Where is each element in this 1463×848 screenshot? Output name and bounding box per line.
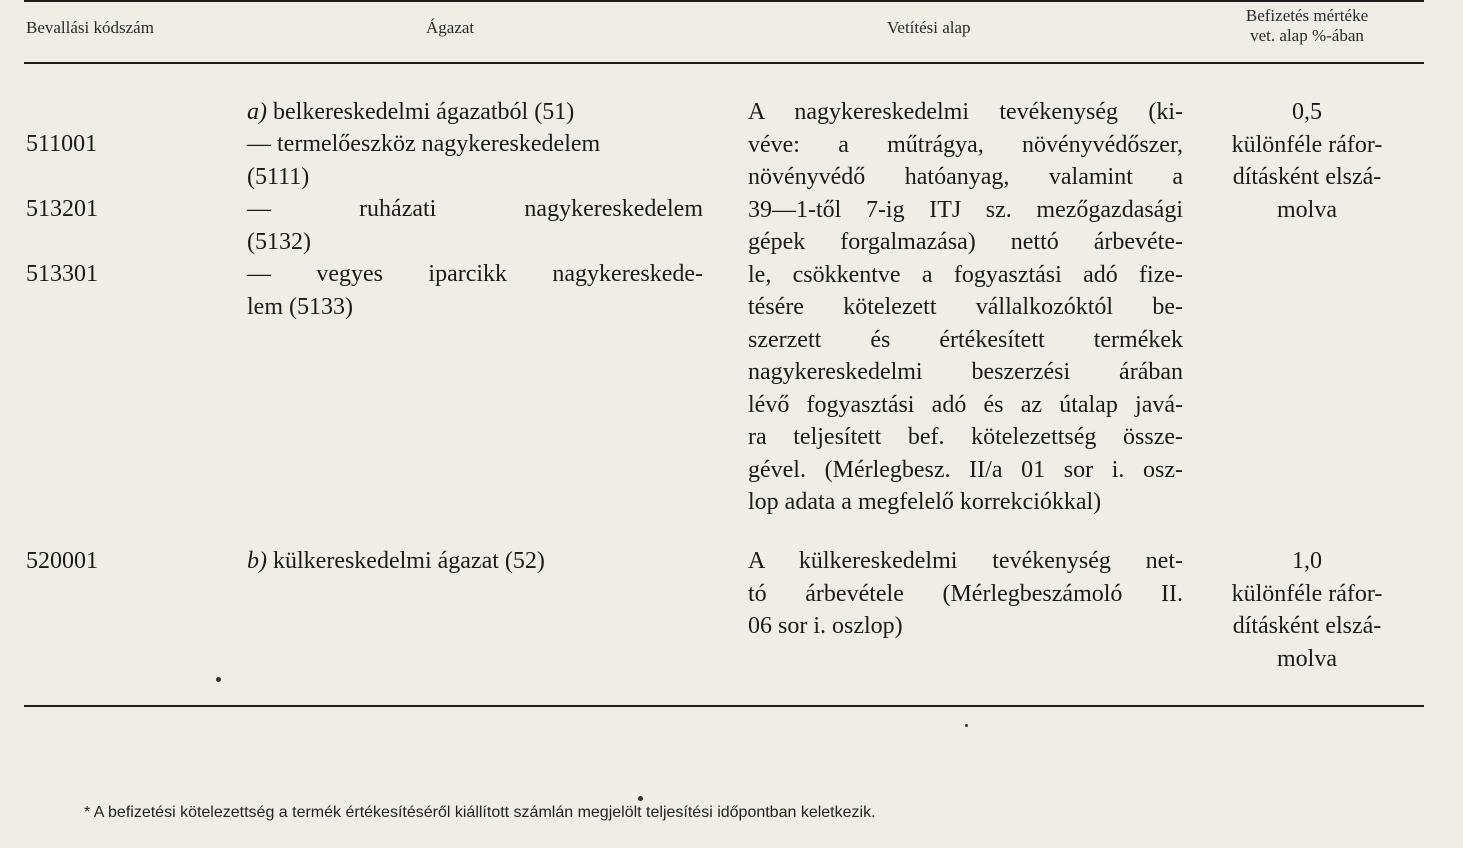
section-a-sector-list — [247, 128, 703, 323]
base-line: A nagykereskedelmi tevékenység (ki- — [748, 99, 1183, 125]
table-top-rule — [24, 0, 1424, 2]
footnote: * A befizetési kötelezettség a termék értékesítéséről kiállított számlán megjelölt teljesítési időpontban keletkezik. — [84, 804, 876, 821]
header-code: Bevallási kódszám — [26, 18, 154, 37]
sector-line: — ruházati nagykereskedelem — [247, 196, 703, 222]
rate-note-line: különféle ráfor- — [1231, 580, 1383, 607]
header-rate-line2: vet. alap %-ában — [1250, 26, 1364, 45]
section-a-rate — [1210, 96, 1404, 226]
base-line: gével. (Mérlegbesz. II/a 01 sor i. osz- — [748, 456, 1183, 483]
rate-value: 1,0 — [1292, 548, 1322, 574]
section-a-title — [247, 96, 703, 129]
section-a-title-text: belkereskedelmi ágazatból (51) — [273, 99, 575, 125]
code-513201: 513201 — [26, 196, 98, 222]
header-rule — [24, 62, 1424, 64]
header-base: Vetítési alap — [887, 18, 971, 37]
section-b-prefix: b) — [247, 548, 267, 574]
print-speck — [638, 796, 643, 801]
base-line: tésére kötelezett vállalkozóktól be- — [748, 294, 1183, 320]
section-a-prefix: a) — [247, 99, 267, 125]
section-a-base — [748, 96, 1183, 519]
base-line: 39—1-től 7-ig ITJ sz. mezőgazdasági — [748, 196, 1183, 223]
code-513301: 513301 — [26, 261, 98, 287]
sector-line: (5132) — [247, 228, 311, 255]
rate-note-line: molva — [1277, 196, 1337, 223]
base-line: 06 sor i. oszlop) — [748, 613, 903, 639]
base-line: véve: a műtrágya, növényvédőszer, — [748, 131, 1183, 158]
rate-note-line: dításként elszá- — [1232, 613, 1382, 639]
section-b-title — [247, 545, 703, 578]
rate-value: 0,5 — [1292, 99, 1322, 125]
rate-note-line: dításként elszá- — [1232, 164, 1382, 190]
section-b-title-text: külkereskedelmi ágazat (52) — [273, 548, 545, 574]
sector-line: — termelőeszköz nagykereskedelem — [247, 131, 601, 157]
header-rate — [1210, 6, 1404, 46]
sector-line: — vegyes iparcikk nagykereskede- — [247, 261, 703, 287]
rate-note-line: különféle ráfor- — [1231, 131, 1383, 158]
base-line: gépek forgalmazása) nettó árbevéte- — [748, 229, 1183, 255]
base-line: A külkereskedelmi tevékenység net- — [748, 548, 1183, 574]
base-line: nagykereskedelmi beszerzési árában — [748, 359, 1183, 385]
header-rate-line1: Befizetés mértéke — [1245, 6, 1369, 25]
base-line: le, csökkentve a fogyasztási adó fize- — [748, 261, 1183, 288]
code-511001: 511001 — [26, 131, 98, 157]
code-520001: 520001 — [26, 548, 98, 574]
section-b-base — [748, 545, 1183, 643]
sector-line: lem (5133) — [247, 293, 353, 320]
base-line: lévő fogyasztási adó és az útalap javá- — [748, 391, 1183, 418]
rate-note-line: molva — [1277, 645, 1337, 672]
header-sector: Ágazat — [426, 18, 475, 37]
section-b-rate — [1210, 545, 1404, 675]
sector-line: (5111) — [247, 163, 310, 190]
base-line: ra teljesített bef. kötelezettség össze- — [748, 424, 1183, 450]
base-line: tó árbevétele (Mérlegbeszámoló II. — [748, 580, 1183, 607]
print-speck — [965, 724, 968, 727]
print-speck — [216, 677, 221, 682]
table-bottom-rule — [24, 705, 1424, 707]
base-line: lop adata a megfelelő korrekciókkal) — [748, 489, 1102, 515]
base-line: növényvédő hatóanyag, valamint a — [748, 164, 1183, 190]
base-line: szerzett és értékesített termékek — [748, 326, 1183, 353]
